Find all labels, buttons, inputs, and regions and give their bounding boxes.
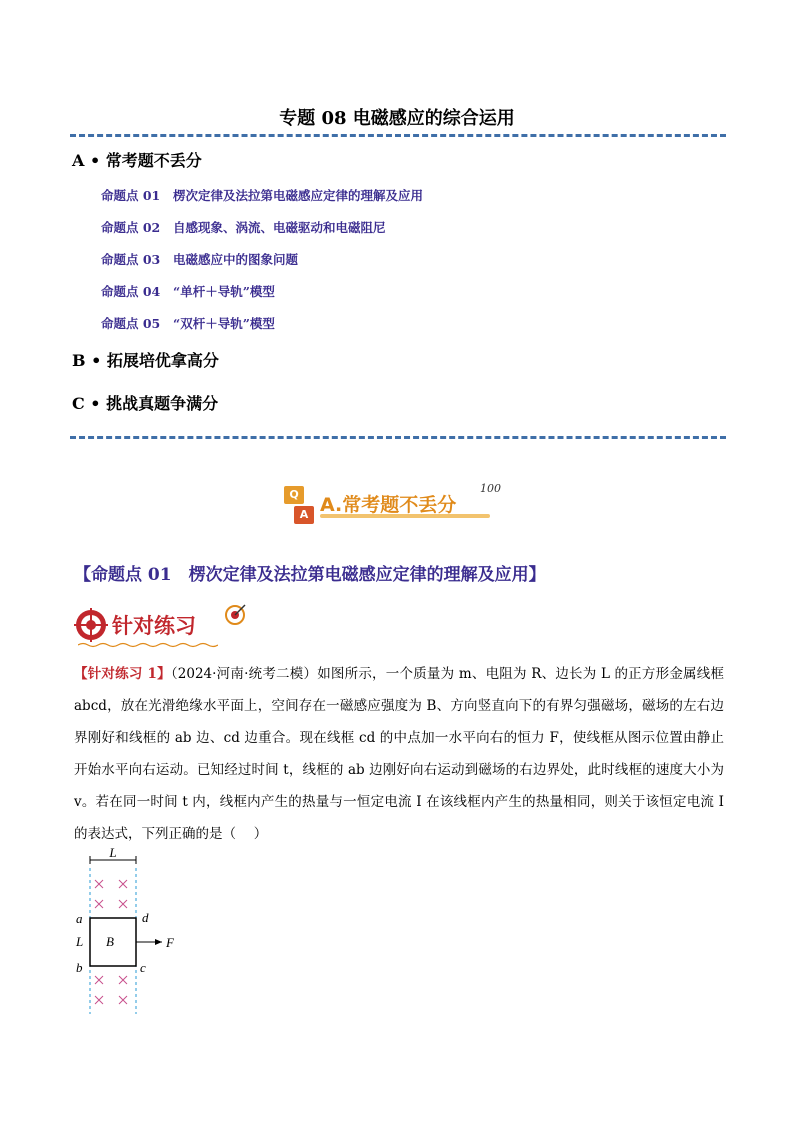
badge-text: A.常考题不丢分: [320, 494, 457, 516]
toc-item-text: “双杆＋导轨”模型: [173, 316, 275, 331]
toc-item-number: 命题点 03: [101, 252, 161, 267]
section-badge: [284, 482, 504, 526]
side-length-label: L: [76, 934, 84, 949]
section-b: B • 拓展培优拿高分: [72, 351, 219, 370]
toc-item-text: “单杆＋导轨”模型: [173, 284, 275, 299]
field-label: B: [106, 934, 114, 949]
exercise-source: （2024·河南·统考二模）: [170, 666, 318, 682]
exercise-body: 如图所示，一个质量为 m、电阻为 R、边长为 L 的正方形金属线框 abcd，放在光滑绝缘水平面上，空间存在一磁感应强度为 B、方向竖直向下的有界匀强磁场，磁场的左右边界刚好和线框的 ab 边、cd 边重合。现在线框 cd 的中点加一水平向右的恒力 F，使线框从图示位置由静止开始水平向右运动。已知经过时间 t，线框的 ab 边刚好向右运动到磁场的右边界处，此时线框的速度大小为 v。若在同一时间 t 内，线框内产生的热量与一恒定电流 I 在该线框内产生的热量相同，则关于该恒定电流 I 的表达式，下列正确的是（ ）: [74, 666, 724, 842]
toc-item-4[interactable]: [101, 282, 275, 300]
toc-item-text: 电磁感应中的图象问题: [173, 252, 299, 267]
toc-item-3[interactable]: [101, 250, 298, 268]
toc-item-text: 楞次定律及法拉第电磁感应定律的理解及应用: [173, 188, 424, 203]
force-label: F: [166, 935, 174, 950]
toc-item-number: 命题点 02: [101, 220, 161, 235]
dart-target-icon: [224, 604, 246, 626]
exercise-banner: [74, 604, 254, 648]
exercise-label: 【针对练习 1】: [74, 666, 171, 682]
q-icon: Q: [284, 486, 304, 504]
toc-item-5[interactable]: [101, 314, 275, 332]
figure-width-label: L: [109, 848, 117, 860]
corner-b-label: b: [76, 960, 83, 975]
divider-bottom: [70, 436, 726, 439]
divider-top: [70, 134, 726, 137]
a-icon: A: [294, 506, 314, 524]
target-icon: [74, 608, 108, 642]
toc-item-text: 自感现象、涡流、电磁驱动和电磁阻尼: [173, 220, 386, 235]
page-title: 专题 08 电磁感应的综合运用: [279, 108, 515, 129]
corner-c-label: c: [140, 960, 146, 975]
score-100-icon: 100: [480, 482, 501, 495]
section-c: C • 挑战真题争满分: [72, 394, 219, 413]
toc-item-1[interactable]: [101, 186, 423, 204]
toc-item-number: 命题点 04: [101, 284, 161, 299]
physics-figure: [72, 848, 222, 1016]
section-a: A • 常考题不丢分: [72, 151, 202, 170]
toc-item-number: 命题点 05: [101, 316, 161, 331]
corner-d-label: d: [142, 910, 149, 925]
corner-a-label: a: [76, 911, 83, 926]
toc-item-2[interactable]: [101, 218, 386, 236]
toc-item-number: 命题点 01: [101, 188, 161, 203]
exercise-banner-title: 针对练习: [112, 614, 196, 638]
exercise-question: [74, 658, 724, 850]
topic-heading: 【命题点 01 楞次定律及法拉第电磁感应定律的理解及应用】: [74, 565, 546, 585]
wave-underline: [78, 642, 218, 648]
